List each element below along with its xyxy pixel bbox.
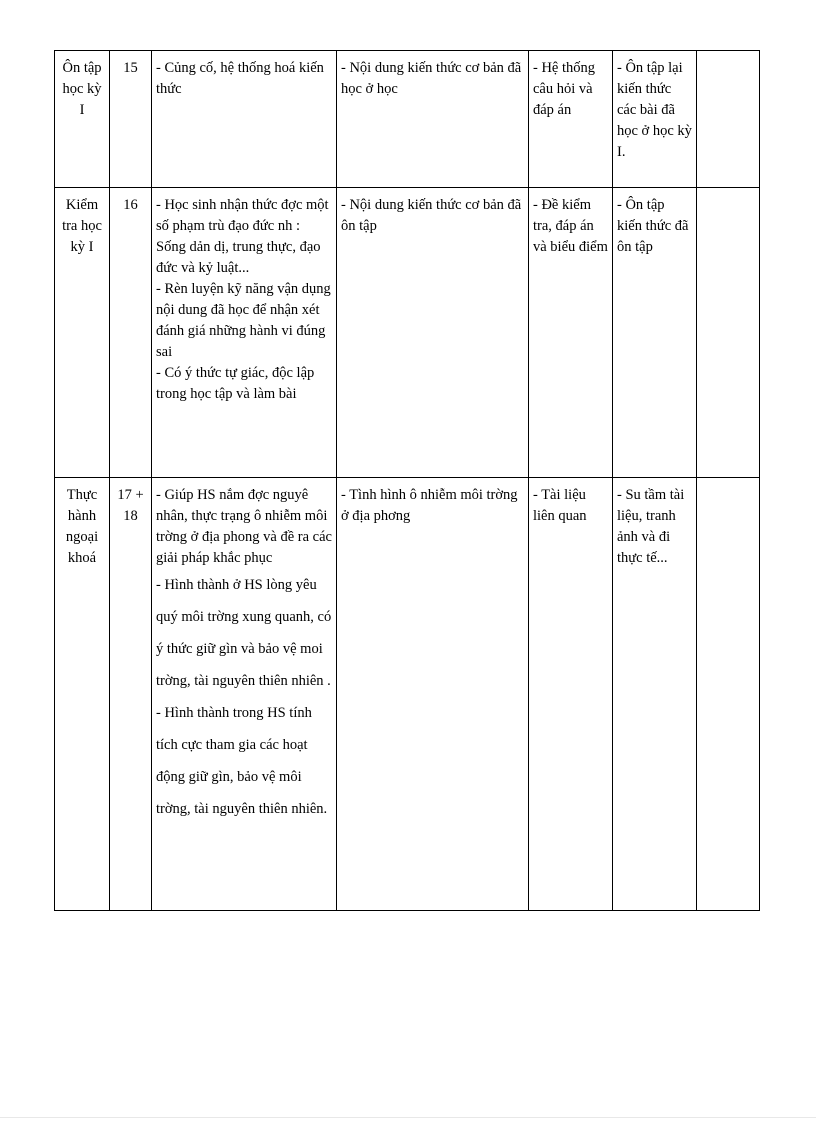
materials-item: - Đề kiểm tra, đáp án và biểu điểm [533, 197, 608, 255]
lesson-line: Ôn tập [62, 60, 102, 76]
objectives-cell [152, 51, 337, 188]
lesson-line: khoá [67, 550, 97, 566]
materials-item: - Hệ thống câu hỏi và đáp án [533, 60, 596, 118]
preparation-item: - Ôn tập lại kiến thức các bài đã học ở học kỳ I. [617, 60, 692, 160]
lesson-line: Thực [66, 487, 98, 503]
lesson-cell [55, 51, 110, 188]
preparation-item: - Ôn tập kiến thức đã ôn tập [617, 197, 689, 255]
lesson-plan-table [54, 50, 760, 911]
content-item: - Tình hình ô nhiễm môi trờng ở địa phơng [341, 487, 518, 524]
content-item: - Nội dung kiến thức cơ bản đã học ở học [341, 60, 522, 97]
objective-item: - Rèn luyện kỹ năng vận dụng nội dung đã học để nhận xét đánh giá những hành vi đúng sai [156, 281, 331, 360]
period-cell: 15 [110, 51, 152, 188]
table-row [55, 478, 760, 911]
table-row [55, 51, 760, 188]
preparation-cell [613, 51, 697, 188]
lesson-line: kỳ I [70, 239, 94, 255]
lesson-line: hành [67, 508, 97, 524]
materials-cell [529, 478, 613, 911]
period-cell: 16 [110, 188, 152, 478]
lesson-cell [55, 478, 110, 911]
content-cell [337, 51, 529, 188]
objective-item: - Học sinh nhận thức đợc một số phạm trù đạo đức nh : Sống dản dị, trung thực, đạo đức và kỷ luật... [156, 197, 329, 276]
page-bottom-divider [0, 1117, 816, 1118]
content-cell [337, 188, 529, 478]
materials-item: - Tài liệu liên quan [533, 487, 587, 524]
objectives-cell [152, 478, 337, 911]
objective-item: - Có ý thức tự giác, độc lập trong học tập và làm bài [156, 365, 315, 402]
lesson-line: Kiểm [65, 197, 99, 213]
objective-item: - Hình thành trong HS tính tích cực tham gia các hoạt động giữ gìn, bảo vệ môi trờng, tài nguyên thiên nhiên. [156, 705, 328, 817]
objective-item: - Củng cố, hệ thống hoá kiến thức [156, 60, 324, 97]
preparation-cell [613, 188, 697, 478]
preparation-item: - Su tầm tài liệu, tranh ảnh và đi thực tế... [617, 487, 685, 566]
objective-item: - Giúp HS nắm đợc nguyê nhân, thực trạng ô nhiễm môi trờng ở địa phong và đề ra các giải pháp khắc phục [156, 487, 332, 566]
objectives-cell [152, 188, 337, 478]
materials-cell [529, 51, 613, 188]
lesson-line: tra học [62, 218, 102, 234]
content-item: - Nội dung kiến thức cơ bản đã ôn tập [341, 197, 522, 234]
objective-item: - Hình thành ở HS lòng yêu quý môi trờng xung quanh, có ý thức giữ gìn và bảo vệ moi trờng, tài nguyên thiên nhiên . [156, 577, 332, 689]
period-cell: 17 + 18 [110, 478, 152, 911]
lesson-cell [55, 188, 110, 478]
table-row [55, 188, 760, 478]
notes-cell [697, 478, 760, 911]
content-cell [337, 478, 529, 911]
notes-cell [697, 188, 760, 478]
notes-cell [697, 51, 760, 188]
preparation-cell [613, 478, 697, 911]
lesson-line: học kỳ I [62, 81, 102, 118]
lesson-line: ngoại [65, 529, 99, 545]
materials-cell [529, 188, 613, 478]
